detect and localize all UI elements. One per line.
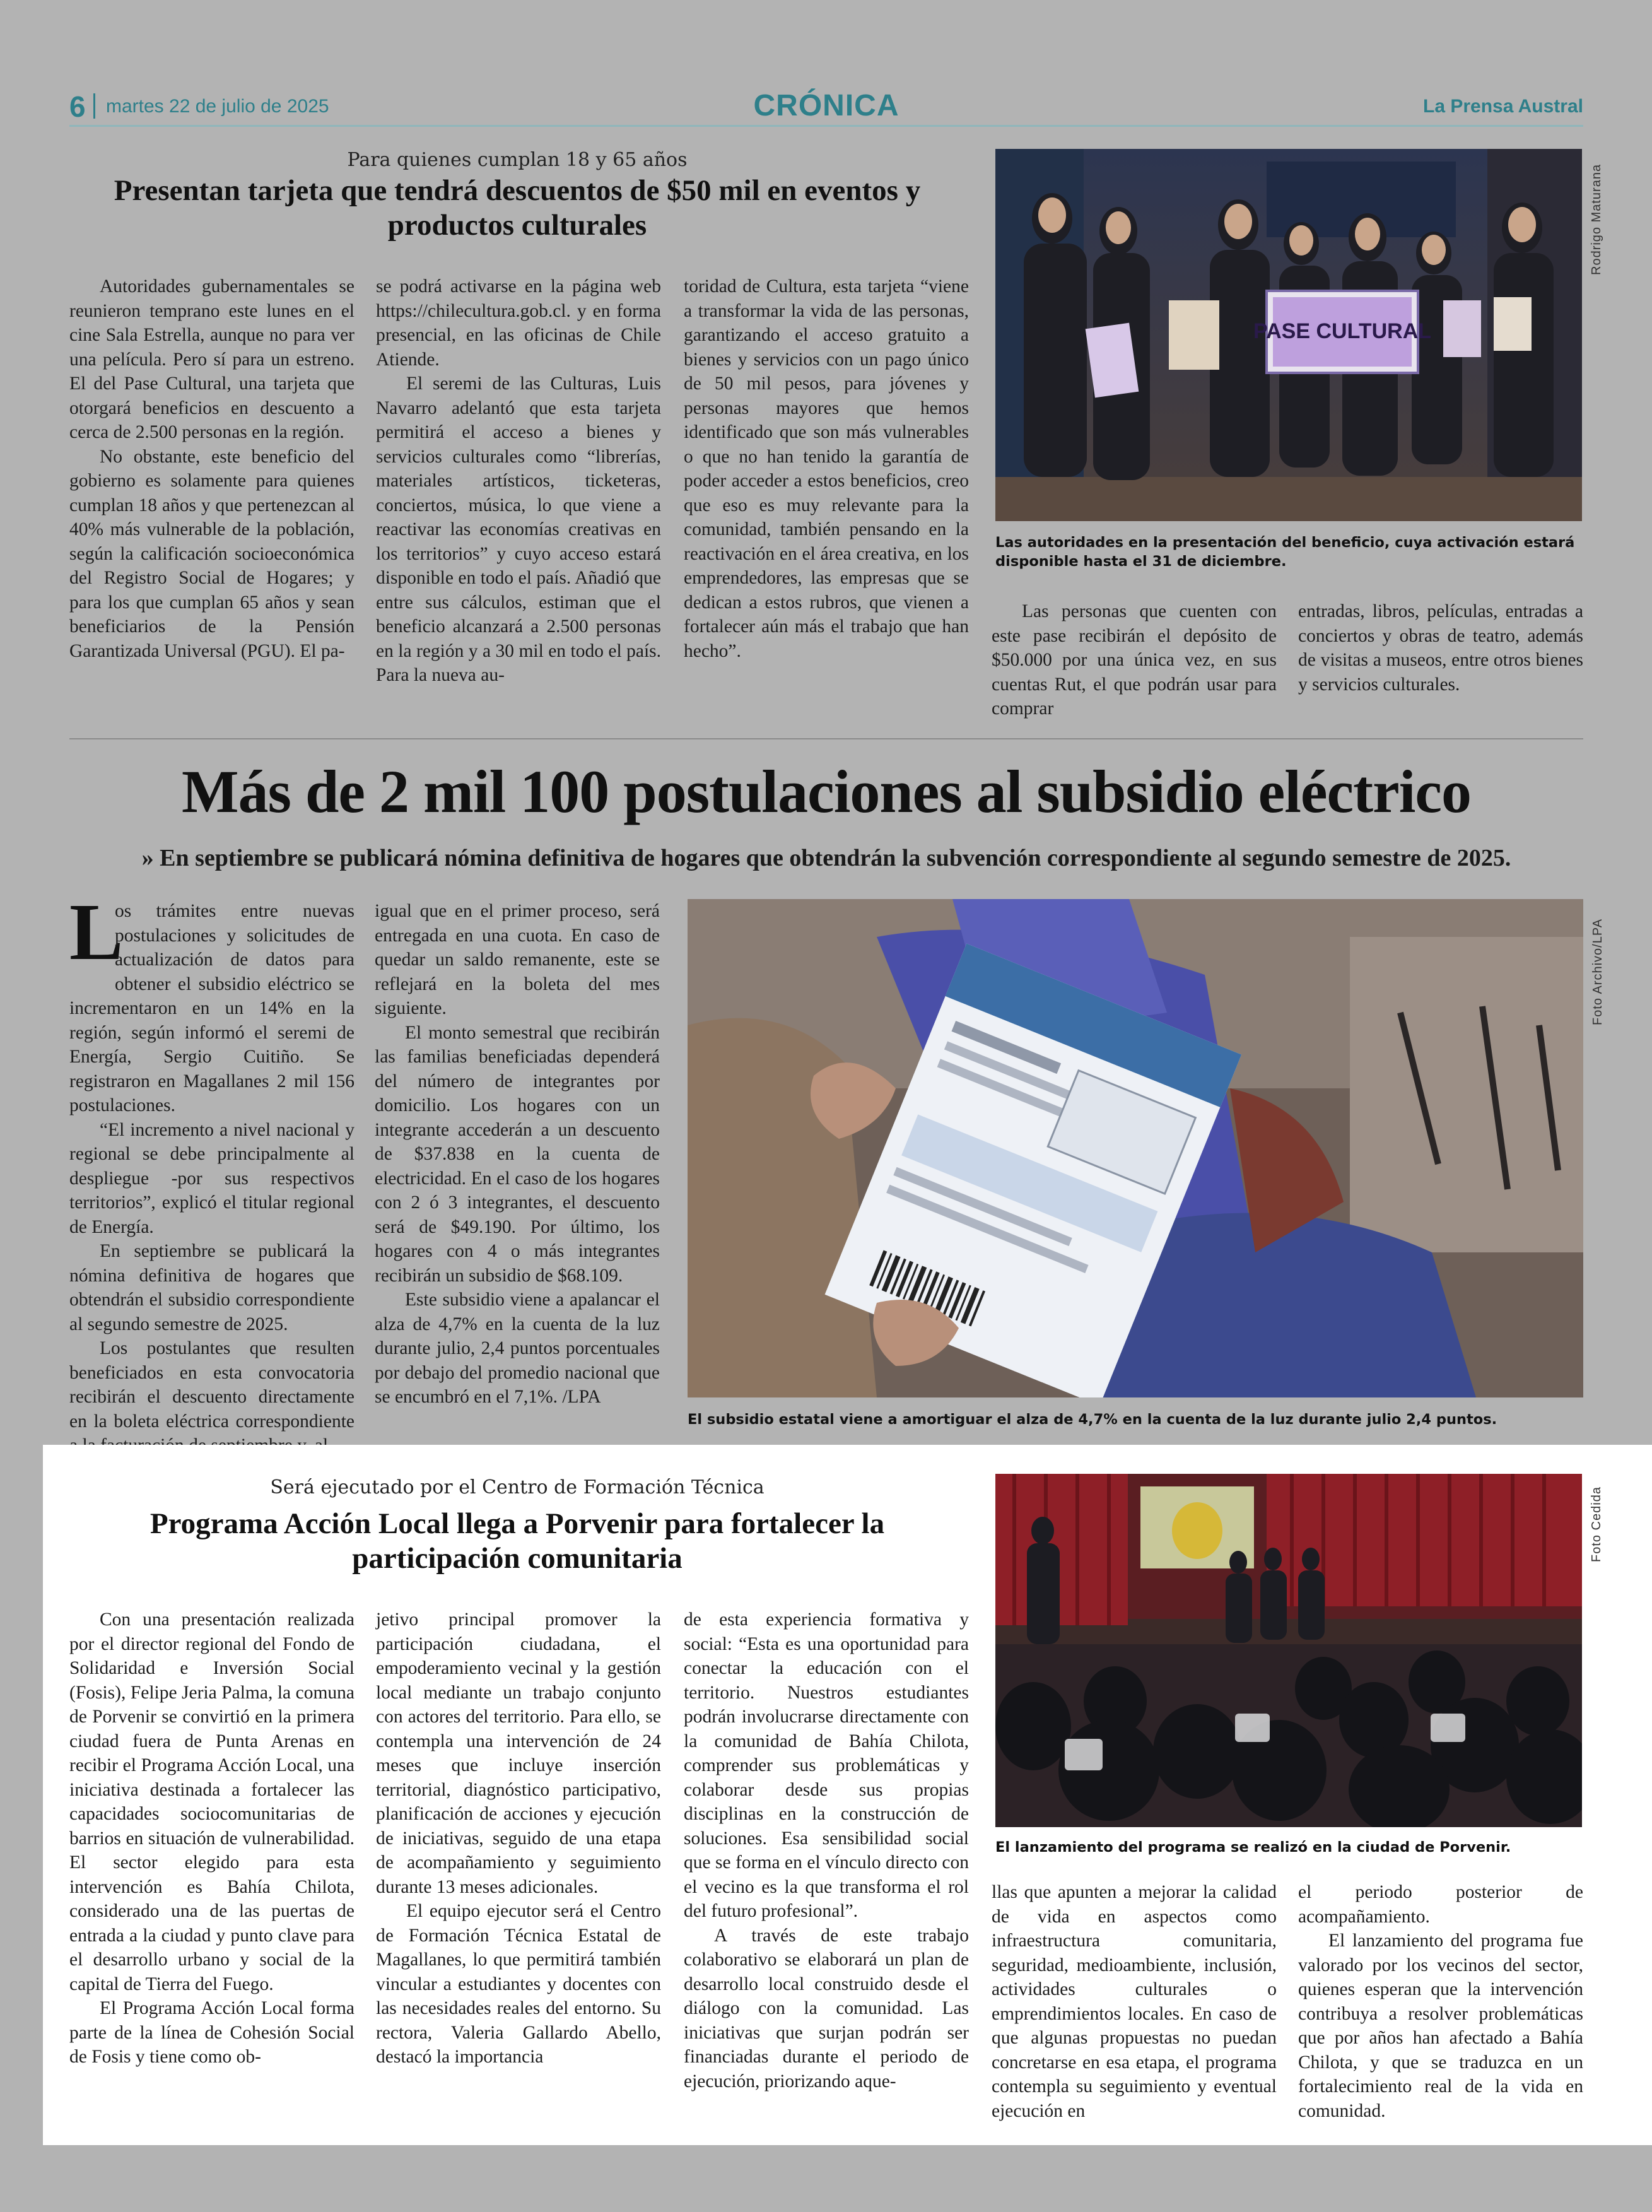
paragraph: En septiembre se publicará la nómina definitiva de hogares que obtendrán el subsidio correspondiente al segundo semestre de 2025. bbox=[69, 1241, 354, 1334]
article3-kicker: Será ejecutado por el Centro de Formación Técnica bbox=[270, 1476, 764, 1498]
article3-column-2 bbox=[376, 1608, 661, 2069]
article3-column-3 bbox=[684, 1608, 969, 2093]
article1-headline: Presentan tarjeta que tendrá descuentos de $50 mil en eventos y productos culturales bbox=[114, 174, 921, 242]
article3-photo-credit: Foto Cedida bbox=[1590, 1486, 1603, 1562]
article2-headline: Más de 2 mil 100 postulaciones al subsidio eléctrico bbox=[182, 758, 1471, 825]
paragraph-text: os trámites entre nuevas postulaciones y solicitudes de actualización de datos para obtener el subsidio eléctrico se incrementaron en un 14% en la región, según informó el seremi de Energía, Sergio Cuitiño. Se registraron en Magallanes 2 mil 156 postulaciones. bbox=[69, 901, 354, 1115]
dropcap-spacer bbox=[69, 899, 115, 994]
issue-date: martes 22 de julio de 2025 bbox=[106, 96, 329, 117]
article3-column-5 bbox=[1298, 1880, 1583, 2123]
paragraph: El lanzamiento del programa fue valorado por los vecinos del sector, quienes esperan que la intervención contribuya a resolver problemáticas que por años han afectado a Bahía Chilota, y que se traduzca en un fortalecimiento real de la vida en comunidad. bbox=[1298, 1931, 1583, 2121]
paragraph: se podrá activarse en la página web https://chilecultura.gob.cl. y en forma presencial, en las oficinas de Chile Atiende. bbox=[376, 276, 661, 370]
photo-program-launch-audience bbox=[995, 1474, 1582, 1827]
paragraph: igual que en el primer proceso, será entregada en una cuota. En caso de quedar un saldo remanente, este se reflejará en la boleta del mes siguiente. bbox=[375, 901, 660, 1018]
paragraph: Los postulantes que resulten beneficiados en esta convocatoria recibirán el descuento directamente en la boleta eléctrica correspondiente bbox=[69, 1338, 354, 1432]
article-divider bbox=[69, 738, 1583, 739]
paragraph: entradas, libros, películas, entradas a conciertos y obras de teatro, además de visitas a museos, entre otros bienes y servicios culturales. bbox=[1298, 601, 1583, 695]
article2-subheadline-text: En septiembre se publicará nómina definitiva de hogares que obtendrán la subvención correspondiente al segundo semestre de 2025. bbox=[160, 845, 1511, 871]
article3-headline: Programa Acción Local llega a Porvenir para fortalecer la participación comunitaria bbox=[149, 1507, 885, 1575]
article1-photo bbox=[995, 149, 1582, 521]
article1-caption: Las autoridades en la presentación del beneficio, cuya activación estará disponible hasta el 31 de diciembre. bbox=[995, 534, 1575, 570]
article1-column-2 bbox=[376, 274, 661, 688]
article3-column-1 bbox=[69, 1608, 354, 2069]
paragraph: El Programa Acción Local forma parte de la línea de Cohesión Social de Fosis y tiene como ob- bbox=[69, 1998, 354, 2067]
article2-dropcap: L bbox=[69, 887, 124, 977]
article1-photo-credit: Rodrigo Maturana bbox=[1590, 163, 1603, 275]
article2-caption: El subsidio estatal viene a amortiguar el alza de 4,7% en la cuenta de la luz durante julio 2,4 puntos. bbox=[688, 1411, 1497, 1428]
paragraph: El seremi de las Culturas, Luis Navarro adelantó que esta tarjeta permitirá el acceso a bienes y servicios culturales como “librerías, materiales artísticos, ticketeras, conciertos, música, lo que viene a reactivar las economías creativas en los territorios” y cuyo acceso estará disponible en todo el país. Añadió que entre sus cálculos, estiman que el beneficio alcanzará a 2.500 personas en la región y a 30 mil en todo el país. Para la nueva au- bbox=[376, 374, 661, 685]
article1-column-3 bbox=[684, 274, 969, 663]
paragraph: No obstante, este beneficio del gobierno es solamente para quienes cumplan 18 años y que pertenezcan al 40% más vulnerable de la población, según la calificación socioeconómica del Registro Social de Hogares; y para los que cumplan 65 años y sean beneficiarios de la Pensión Garantizada Universal (PGU). El pa- bbox=[69, 446, 354, 661]
article2-column-2 bbox=[375, 899, 660, 1409]
newspaper-brand: La Prensa Austral bbox=[1423, 96, 1583, 117]
paragraph: Autoridades gubernamentales se reunieron temprano este lunes en el cine Sala Estrella, aunque no para ver una película. Pero sí para un estreno. El del Pase Cultural, una tarjeta que otorgará beneficios en descuento a cerca de 2.500 personas en la región. bbox=[69, 276, 354, 442]
page-number: 6 bbox=[69, 90, 86, 123]
article1-column-4 bbox=[992, 599, 1277, 721]
article1-kicker: Para quienes cumplan 18 y 65 años bbox=[347, 149, 688, 171]
paragraph bbox=[69, 899, 354, 1118]
paragraph: toridad de Cultura, esta tarjeta “viene a transformar la vida de las personas, garantizando el acceso gratuito a bienes y servicios con un pago único de 50 mil pesos, para jóvenes y personas mayores que hemos identificado que son más vulnerables o que no han tenido la garantía de poder acceder a estos beneficios, creo que eso es muy relevante para la comunidad, también pensando en la reactivación en el área creativa, en los emprendedores, las empresas que se dedican a estos rubros, que vienen a fortalecer aún más el trabajo que han hecho”. bbox=[684, 276, 969, 661]
header-rule bbox=[69, 125, 1583, 127]
paragraph: Con una presentación realizada por el director regional del Fondo de Solidaridad e Inversión Social (Fosis), Felipe Jeria Palma, la comuna de Porvenir se convirtió en la primera ciudad fuera de Punta Arenas en recibir el Programa Acción Local, una iniciativa destinada a fortalecer las capacidades sociocomunitarias de barrios en situación de vulnerabilidad. El sector elegido para esta intervención es Bahía Chilota, considerado una de las puertas de entrada a la ciudad y punto clave para el desarrollo urbano y social de la capital de Tierra del Fuego. bbox=[69, 1609, 354, 1994]
paragraph: El equipo ejecutor será el Centro de Formación Técnica Estatal de Magallanes, lo que permitirá también vincular a estudiantes y docentes con las necesidades reales del entorno. Su rectora, Valeria Gallardo Abello, destacó la importancia bbox=[376, 1901, 661, 2067]
paragraph: el periodo posterior de acompañamiento. bbox=[1298, 1882, 1583, 1927]
article1-column-5 bbox=[1298, 599, 1583, 697]
article3-photo bbox=[995, 1474, 1582, 1827]
article2-photo bbox=[688, 899, 1583, 1397]
paragraph: “El incremento a nivel nacional y regional se debe principalmente al despliegue -por sus respectivos territorios”, explicó el titular regional de Energía. bbox=[69, 1119, 354, 1237]
photo-electricity-bill bbox=[688, 899, 1583, 1397]
page-header bbox=[69, 88, 1583, 126]
article3-caption: El lanzamiento del programa se realizó en la ciudad de Porvenir. bbox=[995, 1839, 1511, 1856]
paragraph: llas que apunten a mejorar la calidad de vida en aspectos como infraestructura comunitaria, seguridad, medioambiente, inclusión, actividades culturales o emprendimientos locales. En caso de que algunas propuestas no puedan concretarse en esa etapa, el programa contempla su seguimiento y eventual ejecución en bbox=[992, 1882, 1277, 2121]
article2-column-1 bbox=[69, 899, 354, 1458]
article3-column-4 bbox=[992, 1880, 1277, 2123]
paragraph: Las personas que cuenten con este pase recibirán el depósito de $50.000 por una única vez, en sus cuentas Rut, el que podrán usar para comprar bbox=[992, 601, 1277, 719]
article2-photo-credit: Foto Archivo/LPA bbox=[1591, 918, 1605, 1025]
paragraph: Este subsidio viene a apalancar el alza de 4,7% en la cuenta de la luz durante julio, 2,4 puntos porcentuales por debajo del promedio nacional que se encumbró en el 7,1%. /LPA bbox=[375, 1290, 660, 1407]
paragraph: A través de este trabajo colaborativo se elaborará un plan de desarrollo local construido desde el diálogo con la comunidad. Las iniciativas que surjan podrán ser financiadas durante el periodo de ejecución, priorizando aque- bbox=[684, 1925, 969, 2091]
paragraph: de esta experiencia formativa y social: “Esta es una oportunidad para conectar la educación con el territorio. Nuestros estudiantes podrán involucrarse directamente con la comunidad de Bahía Chilota, comprender sus problemáticas y colaborar desde sus propias disciplinas en la construcción de soluciones. Esa sensibilidad social que se forma en el vínculo directo con el vecino es la que transforma el rol del futuro profesional”. bbox=[684, 1609, 969, 1921]
photo-authorities-pase-cultural bbox=[995, 149, 1582, 521]
article1-column-1 bbox=[69, 274, 354, 663]
pase-cultural-sign-text: PASE CULTURAL bbox=[1253, 319, 1432, 343]
double-chevron-icon: » bbox=[141, 845, 160, 871]
paragraph: El monto semestral que recibirán las familias beneficiadas dependerá del número de integrantes por domicilio. Los hogares con un integrante accederán a un descuento de $37.838 en la cuenta de electricidad. En el caso de los hogares con 2 ó 3 integrantes, el descuento será de $49.190. Por último, los hogares con 4 o más integrantes recibirán un subsidio de $68.109. bbox=[375, 1022, 660, 1286]
article2-subheadline bbox=[69, 844, 1583, 872]
section-title: CRÓNICA bbox=[753, 89, 899, 122]
paragraph: jetivo principal promover la participación ciudadana, el empoderamiento vecinal y la gestión local mediante un trabajo conjunto con actores del territorio. Para ello, se contempla una intervención de 24 meses que incluye inserción territorial, diagnóstico participativo, planificación de acciones y ejecución de iniciativas, seguido de una etapa de acompañamiento y seguimiento durante 13 meses adicionales. bbox=[376, 1609, 661, 1897]
